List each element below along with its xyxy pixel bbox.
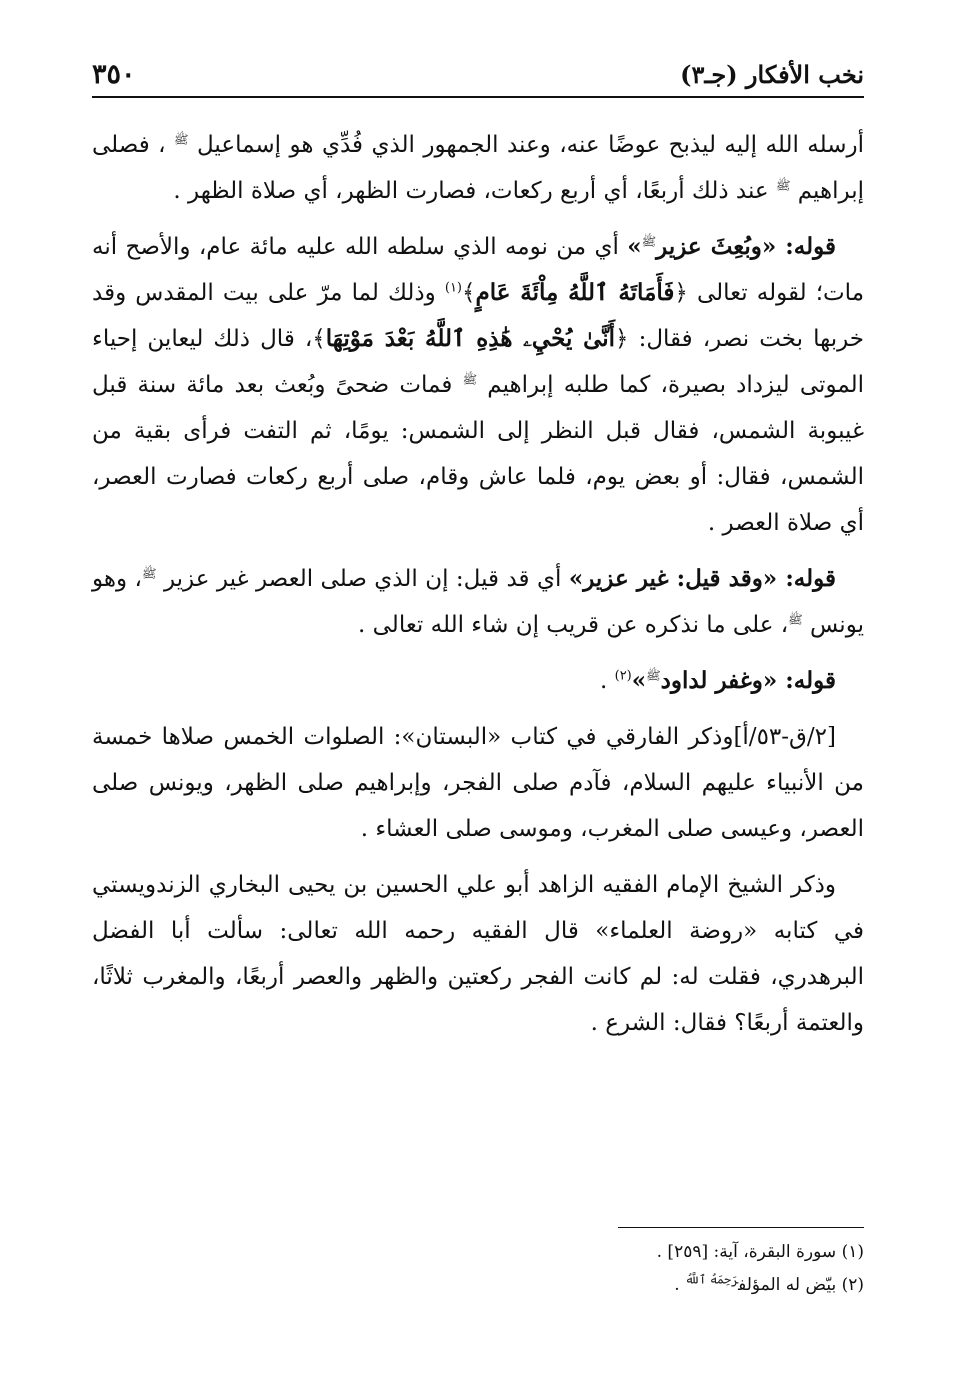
quote-close: » — [631, 667, 647, 694]
honorific-glyph: ﷺ — [141, 566, 157, 581]
paragraph-1 — [92, 122, 864, 214]
text-segment: أي من نومه الذي سلطه الله عليه مائة عام، والأصح أنه مات؛ لقوله تعالى ﴿ — [92, 234, 865, 306]
page-header — [92, 52, 864, 98]
footnote-divider — [618, 1227, 864, 1228]
honorific-glyph: ﷺ — [462, 372, 478, 387]
text-segment: أي قد قيل: إن الذي صلى العصر غير عزير — [163, 566, 562, 592]
paragraph-4 — [92, 658, 864, 704]
text-segment: . — [599, 668, 608, 694]
honorific-glyph: ﷺ — [646, 668, 661, 683]
text-segment: وذكر الفارقي في كتاب «البستان»: الصلوات الخمس صلاها خمسة من الأنبياء عليهم السلام، فآدم صلى الفجر، وإبراهيم صلى الظهر، ويونس صلى العصر، وعيسى صلى المغرب، وموسى صلى العشاء . — [92, 724, 864, 842]
author-honorific-glyph: رَحِمَهُ ٱللَّهُ — [685, 1272, 739, 1287]
quoted-phrase: قوله: «وقد قيل: غير عزير» — [568, 565, 837, 592]
text-segment: عند ذلك أربعًا، أي أربع ركعات، فصارت الظهر، أي صلاة الظهر . — [173, 178, 769, 204]
paragraph-2 — [92, 224, 864, 546]
paragraph-3 — [92, 556, 864, 648]
text-segment: ، وهو يونس — [92, 566, 864, 638]
paragraph-6 — [92, 862, 864, 1046]
text-segment: ﴾ — [462, 280, 476, 306]
page-number: ٣٥٠ — [92, 58, 136, 90]
text-segment: ﴾، قال ذلك ليعاين إحياء الموتى ليزداد بصيرة، كما طلبه إبراهيم — [92, 326, 865, 398]
running-title: نخب الأفكار (جـ٣) — [680, 59, 864, 89]
text-segment: أرسله الله إليه ليذبح عوضًا عنه، وعند الجمهور الذي فُدِّي هو إسماعيل — [197, 132, 865, 158]
quote-close: » — [627, 233, 642, 260]
footnote-marker[interactable]: (٢) — [614, 668, 632, 684]
honorific-glyph: ﷺ — [788, 612, 803, 627]
text-segment: ، على ما نذكره عن قريب إن شاء الله تعالى . — [358, 612, 789, 638]
text-segment: فمات ضحىً وبُعث بعد مائة سنة قبل غيبوبة الشمس، فقال قبل النظر إلى الشمس: يومًا، ثم التفت فرأى بقية من الشمس، فقال: أو بعض يوم، فلما عاش وقام، صلى أربع ركعات فصارت العصر، أي صلاة العصر . — [92, 372, 864, 536]
paragraph-5 — [92, 714, 864, 852]
manuscript-reference: [٢/ق-٥٣/أ] — [733, 724, 836, 750]
quoted-phrase: قوله: «وغفر لداود — [660, 667, 836, 694]
footnote-2-text: (٢) بيّض له المؤلف — [738, 1275, 864, 1295]
page-body — [92, 122, 864, 1056]
honorific-glyph: ﷺ — [174, 132, 189, 147]
text-segment: وذكر الشيخ الإمام الفقيه الزاهد أبو علي الحسين بن يحيى البخاري الزندويستي في كتابه «روضة العلماء» قال الفقيه رحمه الله تعالى: سألت أبا الفضل البرهدري، فقلت له: لم كانت الفجر ركعتين والظهر والعصر أربعًا، والمغرب ثلاثًا، والعتمة أربعًا؟ فقال: الشرع . — [92, 872, 864, 1036]
quoted-phrase: قوله: «وبُعِثَ عزير — [656, 233, 837, 260]
text-segment: وذلك لما مرّ على بيت المقدس وقد خربها بخت نصر، فقال: ﴿ — [92, 280, 865, 352]
text-segment: ، فصلى إبراهيم — [92, 132, 864, 204]
footnote-2-end: . — [674, 1275, 680, 1295]
quran-verse: فَأَمَاتَهُ ٱللَّهُ مِاْئَةَ عَامٍ — [475, 279, 675, 306]
footnote-2 — [92, 1269, 864, 1302]
footnote-1: (١) سورة البقرة، آية: [٢٥٩] . — [656, 1242, 864, 1262]
quran-verse: أَنَّىٰ يُحْيِۦ هَٰذِهِ ٱللَّهُ بَعْدَ مَوْتِهَا — [325, 325, 616, 352]
footnote-marker[interactable]: (١) — [444, 280, 462, 296]
footnotes — [92, 1236, 864, 1302]
honorific-glyph: ﷺ — [641, 234, 657, 249]
honorific-glyph: ﷺ — [775, 178, 791, 193]
